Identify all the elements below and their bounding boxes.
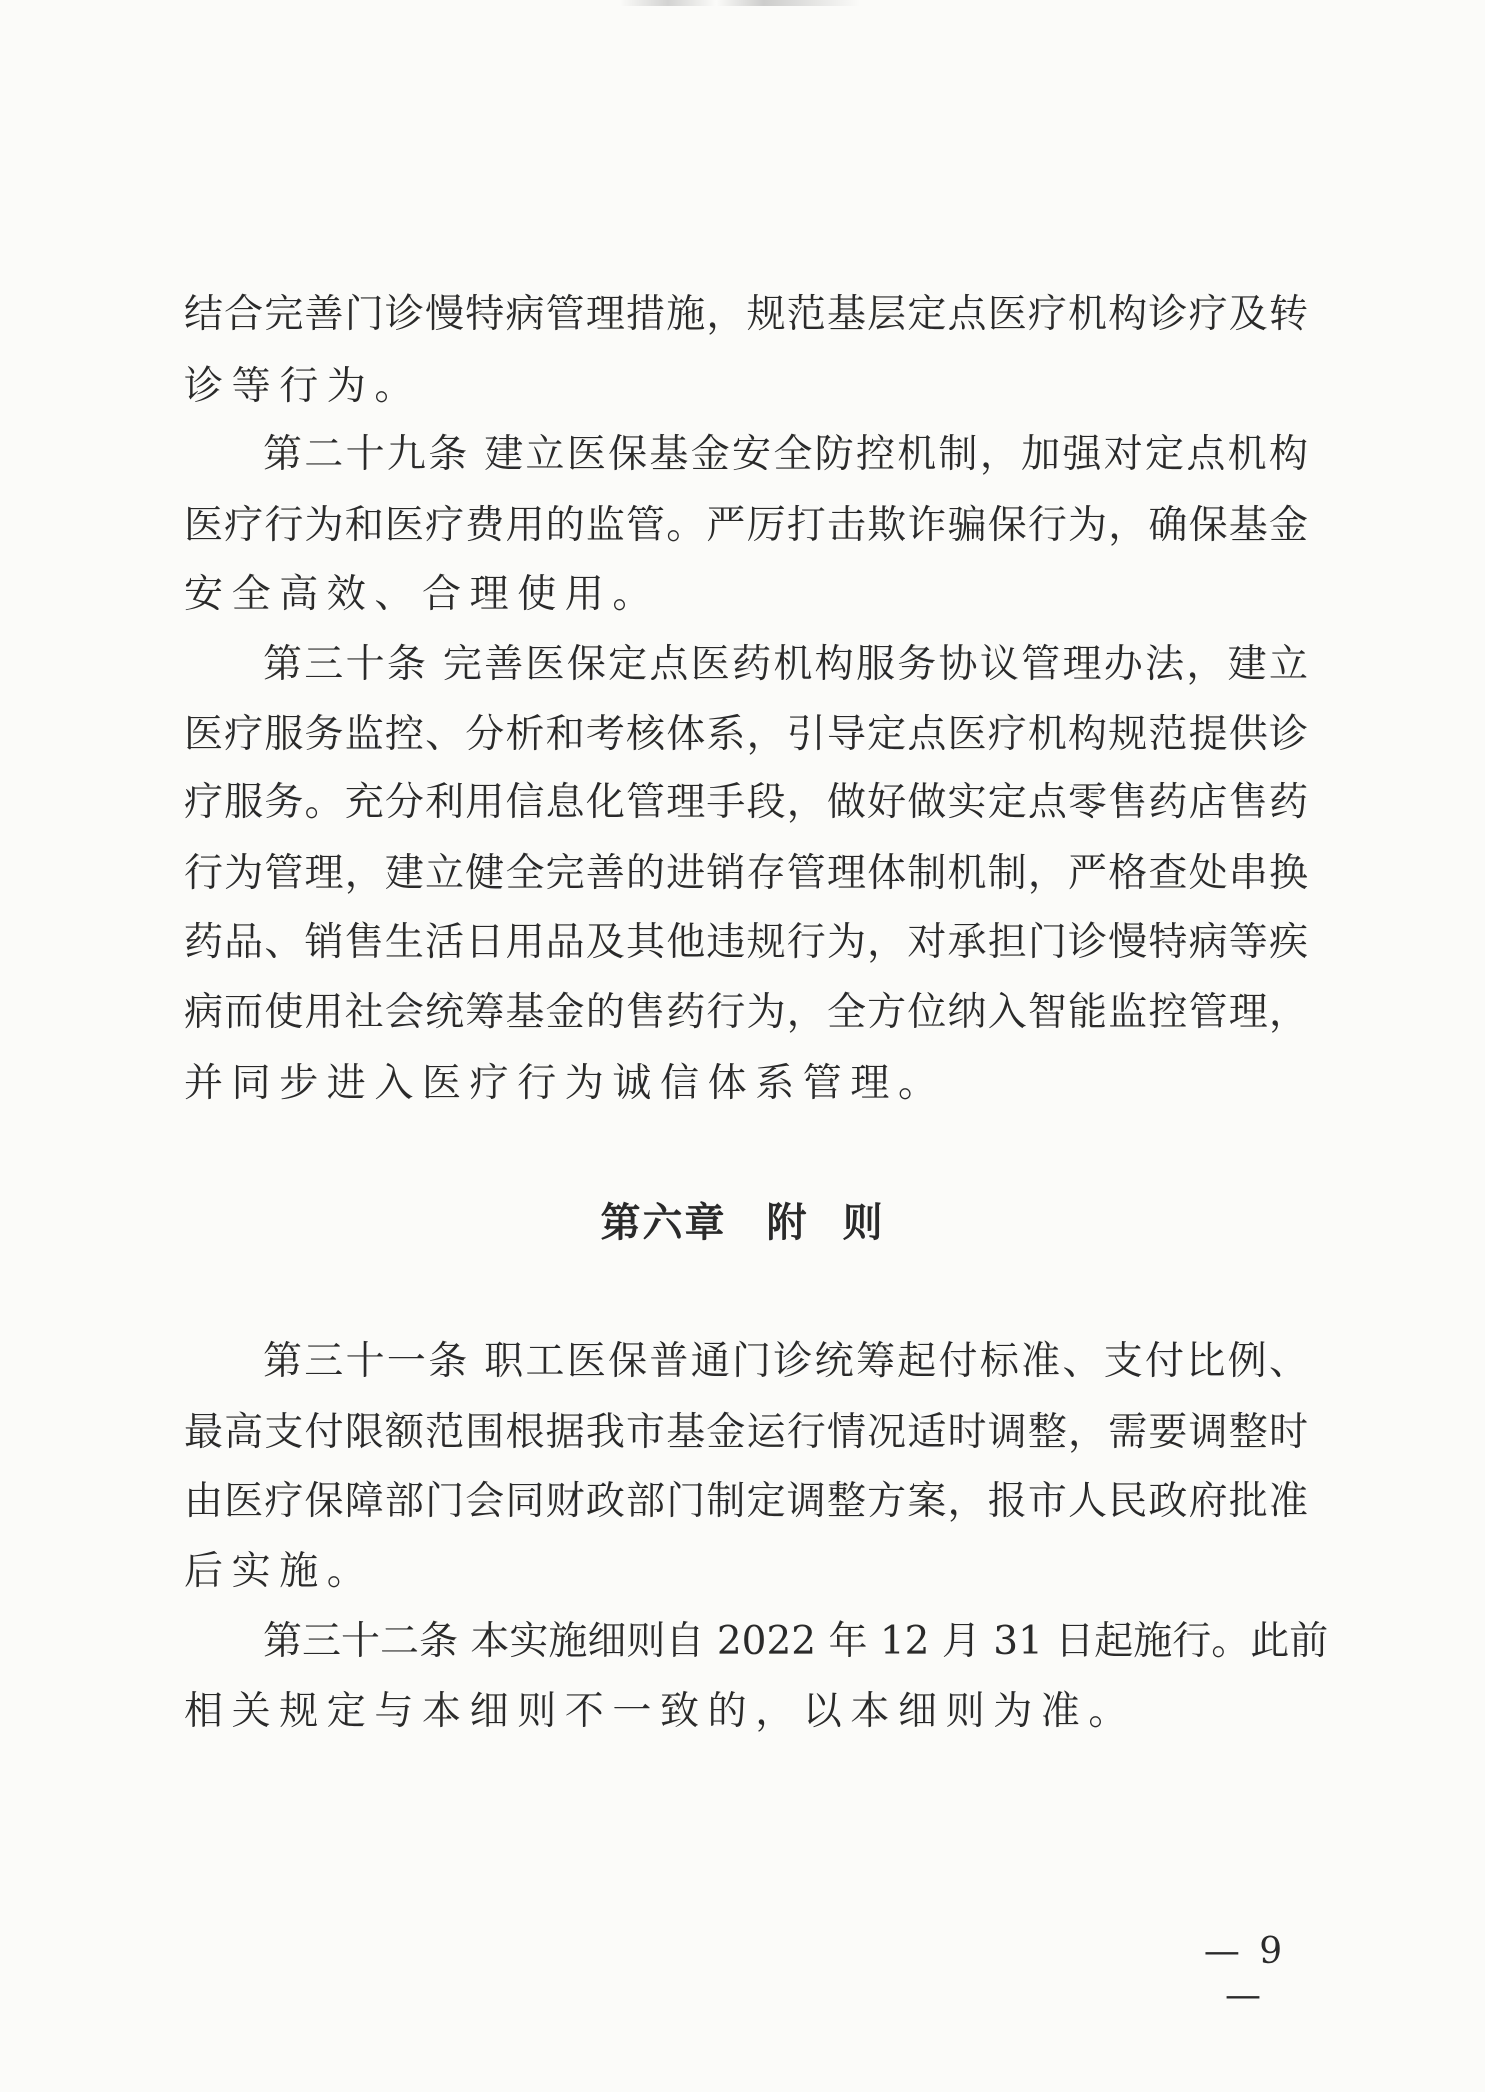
scan-artifact [620,0,860,6]
text-line: 后实施。 [184,1549,375,1594]
text-line: 相关规定与本细则不一致的，以本细则为准。 [184,1689,1137,1734]
article-number: 第二十九条 [263,432,470,477]
text-line: 诊等行为。 [184,364,423,409]
text-line: 疗服务。充分利用信息化管理手段，做好做实定点零售药店售药 [184,780,1308,825]
article-text: 职工医保普通门诊统筹起付标准、支付比例、 [484,1339,1308,1384]
article-31-first-line [263,1338,1308,1386]
text-line: 行为管理，建立健全完善的进销存管理体制机制，严格查处串换 [184,851,1308,896]
text-line: 并同步进入医疗行为诚信体系管理。 [184,1061,946,1106]
chapter-heading [0,1198,1485,1248]
article-29-first-line [263,431,1308,479]
article-30-first-line [263,641,1308,689]
text-line: 医疗行为和医疗费用的监管。严厉打击欺诈骗保行为，确保基金 [184,503,1308,548]
chapter-title-char: 附 [766,1200,809,1246]
text-line: 由医疗保障部门会同财政部门制定调整方案，报市人民政府批准 [184,1479,1308,1524]
article-number: 第三十条 [263,642,429,687]
article-number: 第三十二条 [263,1619,459,1664]
text-line: 病而使用社会统筹基金的售药行为，全方位纳入智能监控管理， [184,990,1308,1035]
article-32-first-line [263,1618,1329,1666]
text-line: 最高支付限额范围根据我市基金运行情况适时调整，需要调整时 [184,1410,1308,1455]
chapter-title-char: 则 [842,1200,885,1246]
article-text: 建立医保基金安全防控机制，加强对定点机构 [484,432,1308,477]
article-number: 第三十一条 [263,1339,470,1384]
chapter-label: 第六章 [600,1200,727,1246]
text-line: 医疗服务监控、分析和考核体系，引导定点医疗机构规范提供诊 [184,712,1308,757]
text-line: 结合完善门诊慢特病管理措施，规范基层定点医疗机构诊疗及转 [184,292,1308,337]
article-text: 本实施细则自 2022 年 12 月 31 日起施行。此前 [470,1619,1329,1664]
text-line: 药品、销售生活日用品及其他违规行为，对承担门诊慢特病等疾 [184,920,1308,965]
text-line: 安全高效、合理使用。 [184,572,661,617]
article-text: 完善医保定点医药机构服务协议管理办法，建立 [442,642,1308,687]
page-number: — 9 — [1203,1931,1287,2016]
